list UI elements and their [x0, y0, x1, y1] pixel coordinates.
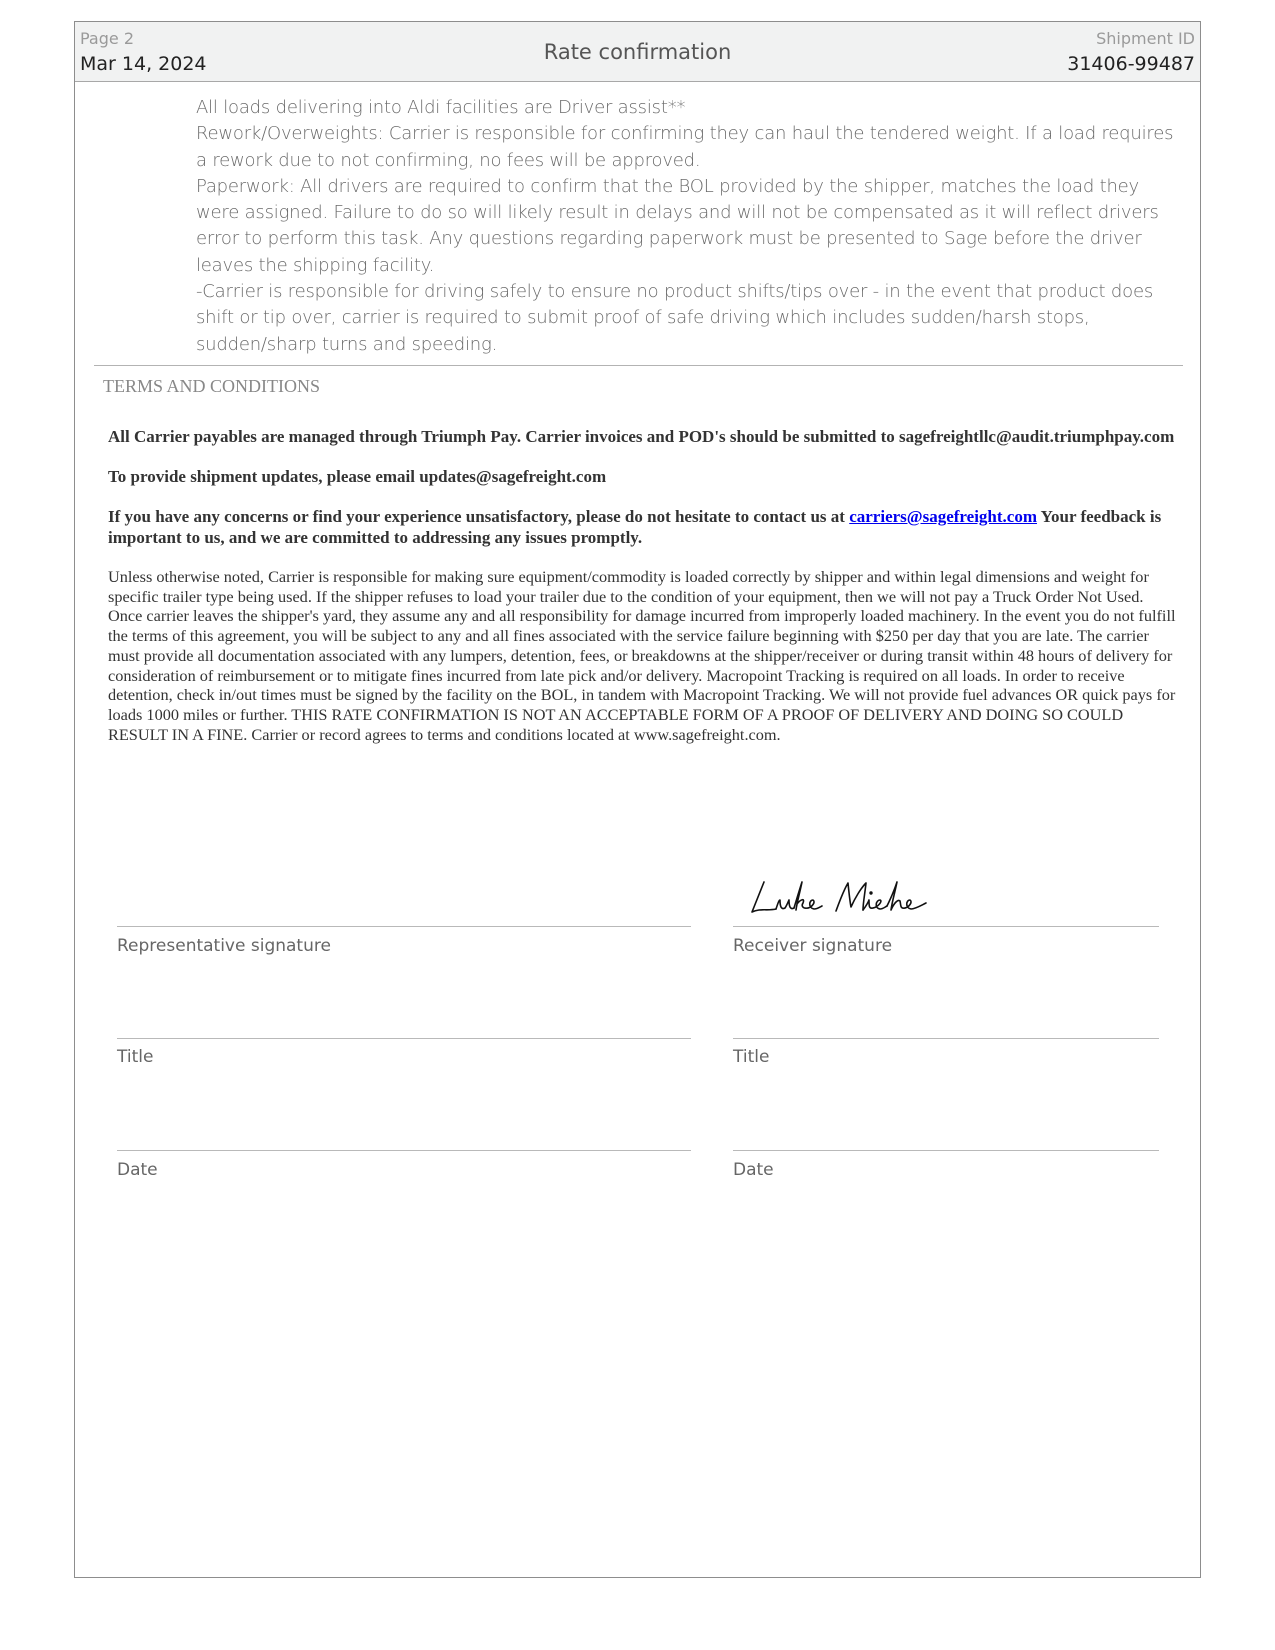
- terms-concerns: [108, 506, 1176, 548]
- receiver-date-label: Date: [733, 1160, 774, 1180]
- section-divider: [94, 365, 1183, 366]
- representative-signature-label: Representative signature: [117, 936, 331, 956]
- representative-date-label: Date: [117, 1160, 158, 1180]
- terms-payables: All Carrier payables are managed through Triumph Pay. Carrier invoices and POD's should be submitted to sagefreightllc@audit.triumphpay.com: [108, 427, 1175, 446]
- terms-updates: To provide shipment updates, please email updates@sagefreight.com: [108, 467, 607, 486]
- note-rework: Rework/Overweights: Carrier is responsible for confirming they can haul the tendered weight. If a load requires a rework due to not confirming, no fees will be approved.: [196, 123, 1174, 171]
- receiver-signature-block: [733, 926, 1159, 1186]
- terms-concerns-suffix: Your feedback is important to us, and we are committed to addressing any issues promptly.: [108, 507, 1162, 547]
- terms-heading: TERMS AND CONDITIONS: [103, 376, 321, 396]
- carriers-email-link[interactable]: carriers@sagefreight.com: [849, 507, 1037, 526]
- receiver-signature-image: [750, 878, 940, 920]
- receiver-title-line[interactable]: [733, 1038, 1159, 1039]
- receiver-signature-label: Receiver signature: [733, 936, 893, 956]
- special-instructions: [196, 95, 1176, 358]
- shipment-id-label: Shipment ID: [1096, 29, 1195, 48]
- representative-date-line[interactable]: [117, 1150, 691, 1151]
- representative-signature-line[interactable]: [117, 926, 691, 927]
- note-paperwork: Paperwork: All drivers are required to confirm that the BOL provided by the shipper, matches the load they were assigned. Failure to do so will likely result in delays and will not be compensated as it will reflect drivers error to perform this task. Any questions regarding paperwork must be presented to Sage before the driver leaves the shipping facility.: [196, 175, 1159, 276]
- document-title: Rate confirmation: [543, 40, 732, 64]
- shipment-id: 31406-99487: [1067, 53, 1195, 75]
- page-header: [75, 22, 1200, 82]
- receiver-signature-line[interactable]: [733, 926, 1159, 927]
- representative-title-label: Title: [117, 1047, 154, 1067]
- note-safe-driving: -Carrier is responsible for driving safely to ensure no product shifts/tips over - in the event that product does shift or tip over, carrier is required to submit proof of safe driving which includes sudden/harsh stops, sudden/sharp turns and speeding.: [196, 281, 1154, 355]
- terms-concerns-prefix: If you have any concerns or find your experience unsatisfactory, please do not hesitate to contact us at: [108, 507, 850, 526]
- representative-signature-block: [117, 926, 691, 1186]
- document-date: Mar 14, 2024: [80, 53, 207, 75]
- note-aldi: All loads delivering into Aldi facilities are Driver assist**: [196, 97, 686, 118]
- page-number: Page 2: [80, 29, 134, 48]
- terms-body: Unless otherwise noted, Carrier is responsible for making sure equipment/commodity is loaded correctly by shipper and within legal dimensions and weight for specific trailer type being used. If the shipper refuses to load your trailer due to the condition of your equipment, then we will not pay a Truck Order Not Used. Once carrier leaves the shipper's yard, they assume any and all responsibility for damage incurred from improperly loaded machinery. In the event you do not fulfill the terms of this agreement, you will be subject to any and all fines associated with the service failure beginning with $250 per day that you are late. The carrier must provide all documentation associated with any lumpers, detention, fees, or breakdowns at the shipper/receiver or during transit within 48 hours of delivery for consideration of reimbursement or to mitigate fines incurred from late pick and/or delivery. Macropoint Tracking is required on all loads. In order to receive detention, check in/out times must be signed by the facility on the BOL, in tandem with Macropoint Tracking. We will not provide fuel advances OR quick pays for loads 1000 miles or further. THIS RATE CONFIRMATION IS NOT AN ACCEPTABLE FORM OF A PROOF OF DELIVERY AND DOING SO COULD RESULT IN A FINE. Carrier or record agrees to terms and conditions located at www.sagefreight.com.: [108, 567, 1176, 744]
- receiver-title-label: Title: [733, 1047, 770, 1067]
- receiver-date-line[interactable]: [733, 1150, 1159, 1151]
- terms-and-conditions: [108, 426, 1176, 744]
- representative-title-line[interactable]: [117, 1038, 691, 1039]
